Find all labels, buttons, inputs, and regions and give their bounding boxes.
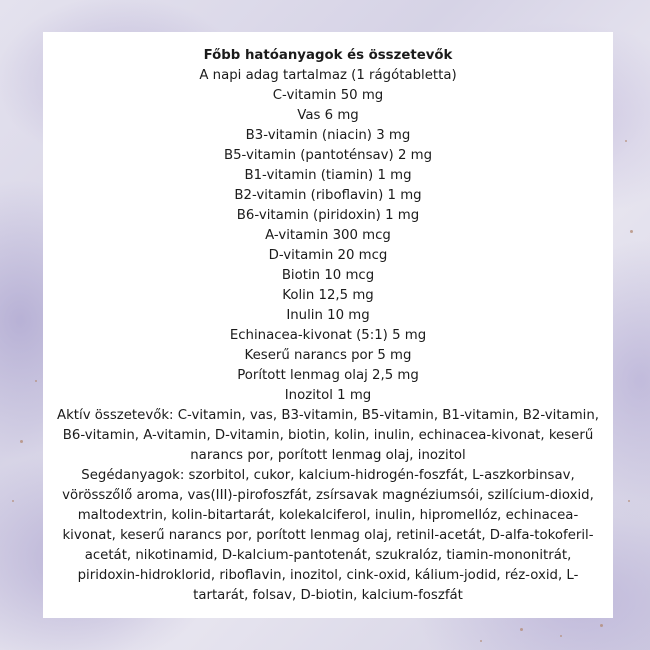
- list-item: B3-vitamin (niacin) 3 mg: [245, 128, 411, 143]
- ingredients-card: [43, 32, 613, 618]
- list-item: A-vitamin 300 mcg: [265, 228, 391, 243]
- list-item: Keserű narancs por 5 mg: [244, 348, 412, 363]
- list-item: Kolin 12,5 mg: [282, 288, 374, 303]
- list-item: D-vitamin 20 mcg: [268, 248, 388, 263]
- list-item: Inulin 10 mg: [286, 308, 370, 323]
- excipients-text: Segédanyagok: szorbitol, cukor, kalcium-hidrogén-foszfát, L-aszkorbinsav, vörösszőlő aroma, vas(III)-pirofoszfát, zsírsavak magnéziumsói, szilícium-dioxid, maltodextrin, kolin-bitartarát, kolekalciferol, inulin, hipromellóz, echinacea-kivonat, keserű narancs por, porított lenmag olaj, retinil-acetát, D-alfa-tokoferil-acetát, nikotinamid, D-kalcium-pantotenát, szukralóz, tiamin-mononitrát, piridoxin-hidroklorid, riboflavin, inozitol, cink-oxid, kálium-jodid, réz-oxid, L-tartarát, folsav, D-biotin, kalcium-foszfát: [62, 468, 594, 603]
- list-item: C-vitamin 50 mg: [272, 88, 384, 103]
- list-item: Inozitol 1 mg: [284, 388, 372, 403]
- list-item: B5-vitamin (pantoténsav) 2 mg: [223, 148, 433, 163]
- daily-dose-text: A napi adag tartalmaz (1 rágótabletta): [199, 68, 457, 83]
- list-item: B6-vitamin (piridoxin) 1 mg: [236, 208, 420, 223]
- list-item: Echinacea-kivonat (5:1) 5 mg: [229, 328, 427, 343]
- ingredient-list: [53, 86, 603, 406]
- card-title: Főbb hatóanyagok és összetevők: [203, 48, 453, 63]
- list-item: B1-vitamin (tiamin) 1 mg: [244, 168, 412, 183]
- active-ingredients-text: Aktív összetevők: C-vitamin, vas, B3-vitamin, B5-vitamin, B1-vitamin, B2-vitamin, B6-vitamin, A-vitamin, D-vitamin, biotin, kolin, inulin, echinacea-kivonat, keserű narancs por, porított lenmag olaj, inozitol: [56, 408, 599, 463]
- list-item: Biotin 10 mcg: [281, 268, 375, 283]
- list-item: B2-vitamin (riboflavin) 1 mg: [234, 188, 422, 203]
- list-item: Porított lenmag olaj 2,5 mg: [237, 368, 419, 383]
- list-item: Vas 6 mg: [297, 108, 359, 123]
